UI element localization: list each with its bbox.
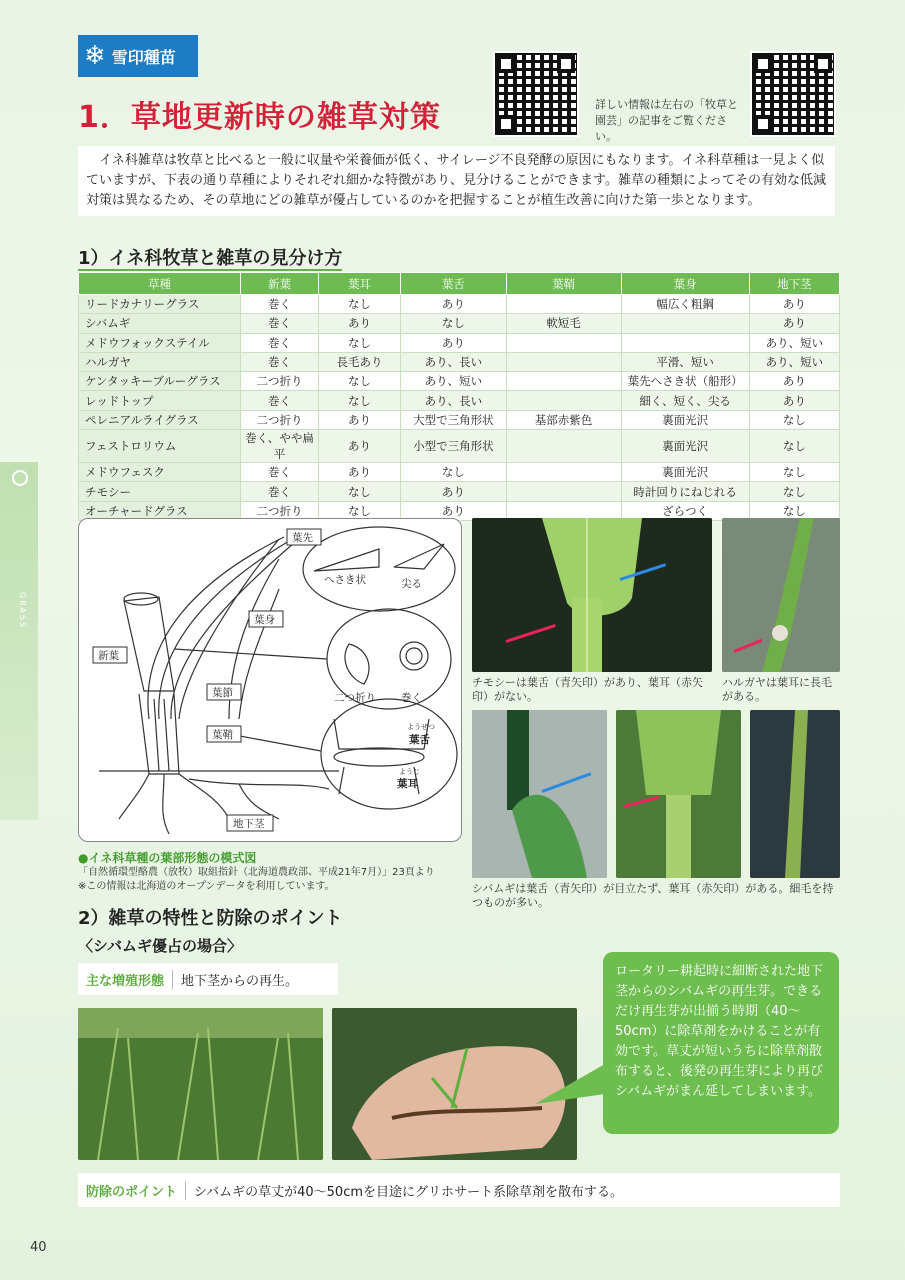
table-cell: なし (401, 463, 507, 482)
table-row (79, 410, 840, 429)
table-header-cell: 葉耳 (318, 273, 400, 295)
diagram-caption-title: ●イネ科草種の葉部形態の模式図 (78, 851, 257, 865)
label-ligule: 葉舌 (409, 734, 430, 746)
table-cell: あり (318, 410, 400, 429)
table-cell: 裏面光沢 (621, 410, 749, 429)
species-name-cell: ペレニアルライグラス (79, 410, 241, 429)
table-cell: なし (318, 333, 400, 352)
species-name-cell: チモシー (79, 482, 241, 501)
side-tab-label: GRASS (18, 592, 27, 630)
species-name-cell: ケンタッキーブルーグラス (79, 372, 241, 391)
page-number: 40 (30, 1240, 47, 1255)
species-name-cell: リードカナリーグラス (79, 295, 241, 314)
table-cell (506, 482, 621, 501)
table-row (79, 352, 840, 371)
control-box (78, 1173, 840, 1207)
species-name-cell: オーチャードグラス (79, 501, 241, 520)
table-cell: 巻く (241, 391, 319, 410)
table-cell: 平滑、短い (621, 352, 749, 371)
table-header-row (79, 273, 840, 295)
table-cell: 大型で三角形状 (401, 410, 507, 429)
table-cell: あり、短い (401, 372, 507, 391)
table-cell: 時計回りにねじれる (621, 482, 749, 501)
table-header-cell: 草種 (79, 273, 241, 295)
table-cell: 長毛あり (318, 352, 400, 371)
table-cell: なし (749, 410, 839, 429)
photo-shibamugi-auricle (616, 710, 741, 878)
table-cell: あり (318, 430, 400, 463)
table-row (79, 295, 840, 314)
table-cell: あり (749, 314, 839, 333)
table-cell: 巻く (241, 333, 319, 352)
table-cell: 二つ折り (241, 501, 319, 520)
table-header-cell: 葉鞘 (506, 273, 621, 295)
table-body (79, 295, 840, 521)
table-cell: 軟短毛 (506, 314, 621, 333)
photo-harugaya (722, 518, 840, 672)
table-cell: なし (318, 295, 400, 314)
table-row (79, 372, 840, 391)
table-cell: あり、長い (401, 391, 507, 410)
table-cell: あり (749, 295, 839, 314)
table-cell (506, 295, 621, 314)
control-value: シバムギの草丈が40～50cmを目途にグリホサート系除草剤を散布する。 (194, 1184, 624, 1200)
table-cell (506, 430, 621, 463)
table-row (79, 463, 840, 482)
table-cell: なし (749, 482, 839, 501)
shibamugi-caption: シバムギは葉舌（青矢印）が目立たず、葉耳（赤矢印）がある。細毛を持つものが多い。 (472, 882, 834, 909)
species-name-cell: レッドトップ (79, 391, 241, 410)
section2-title: 2）雑草の特性と防除のポイント (78, 908, 343, 929)
intro-text: イネ科雑草は牧草と比べると一般に収量や栄養価が低く、サイレージ不良発酵の原因にもなります。イネ科草種は一見よく似ていますが、下表の通り草種によりそれぞれ細かな特徴があり、見分けることができます。雑草の種類によってその有効な低減対策は異なるため、その草地にどの雑草が優占しているのかを把握することが植生改善に向けた第一歩となります。 (78, 146, 835, 216)
table-cell: あり (401, 295, 507, 314)
table-row (79, 430, 840, 463)
page-title: 1．草地更新時の雑草対策 (78, 100, 441, 135)
reproduction-key: 主な増殖形態 (78, 970, 173, 989)
table-cell (506, 463, 621, 482)
section1-title: 1）イネ科牧草と雑草の見分け方 (78, 248, 343, 269)
label-boat: へさき状 (324, 574, 366, 586)
label-pointed: 尖る (401, 578, 422, 590)
reproduction-box (78, 963, 338, 995)
table-header-cell: 葉舌 (401, 273, 507, 295)
table-row (79, 391, 840, 410)
diagram-caption (78, 850, 468, 894)
table-cell: 二つ折り (241, 372, 319, 391)
table-row (79, 482, 840, 501)
photo-shibamugi-hairs (750, 710, 840, 878)
brand-logo (78, 35, 198, 77)
label-auricle-ruby: ようじ (399, 768, 420, 776)
table-cell: 巻く (241, 482, 319, 501)
table-cell: なし (318, 372, 400, 391)
table-cell (506, 333, 621, 352)
snowflake-icon: ❄ (84, 41, 106, 71)
table-cell: 裏面光沢 (621, 463, 749, 482)
qr-code-left[interactable] (493, 51, 579, 137)
brand-name: 雪印種苗 (111, 47, 176, 67)
photo-timothy (472, 518, 712, 672)
timothy-caption: チモシーは葉舌（青矢印）があり、葉耳（赤矢印）がない。 (472, 676, 703, 703)
label-ligule-ruby: ようぜつ (407, 723, 435, 731)
table-cell: なし (318, 482, 400, 501)
table-header-cell: 地下茎 (749, 273, 839, 295)
label-node: 葉節 (212, 687, 233, 699)
label-blade: 葉身 (254, 614, 275, 626)
harugaya-caption: ハルガヤは葉耳に長毛がある。 (722, 676, 832, 703)
explanation-bubble: ロータリー耕起時に細断された地下茎からのシバムギの再生芽。できるだけ再生芽が出揃う時期（40～50cm）に除草剤をかけることが有効です。草丈が短いうちに除草剤散布すると、後発の再生芽により再びシバムギがまん延してしまいます。 (603, 952, 839, 1134)
table-cell: あり、短い (749, 352, 839, 371)
table-cell: あり (318, 463, 400, 482)
table-row (79, 333, 840, 352)
table-cell: ざらつく (621, 501, 749, 520)
table-cell: 細く、短く、尖る (621, 391, 749, 410)
table-cell: なし (318, 501, 400, 520)
label-rhizome: 地下茎 (233, 818, 265, 830)
table-cell: 巻く (241, 463, 319, 482)
table-cell (506, 372, 621, 391)
table-cell: あり (318, 314, 400, 333)
species-name-cell: メドウフェスク (79, 463, 241, 482)
table-cell: 巻く (241, 314, 319, 333)
table-cell: あり、長い (401, 352, 507, 371)
table-cell (506, 352, 621, 371)
diagram-drawing (79, 519, 461, 841)
table-cell: 小型で三角形状 (401, 430, 507, 463)
table-cell: あり (401, 501, 507, 520)
identification-table (78, 272, 840, 521)
table-cell (506, 391, 621, 410)
table-header-cell: 新葉 (241, 273, 319, 295)
photo-shibamugi-ligule (472, 710, 607, 878)
table-cell: 葉先へさき状（船形） (621, 372, 749, 391)
label-auricle: 葉耳 (397, 778, 418, 790)
leaf-morphology-diagram (78, 518, 462, 842)
ring-icon (12, 470, 28, 486)
species-name-cell: シバムギ (79, 314, 241, 333)
table-cell: 二つ折り (241, 410, 319, 429)
label-folded: 二つ折り (334, 692, 376, 704)
control-key: 防除のポイント (78, 1181, 186, 1200)
table-cell (621, 314, 749, 333)
table-cell: なし (401, 314, 507, 333)
table-cell: あり (401, 333, 507, 352)
diagram-caption-note: ※この情報は北海道のオープンデータを利用しています。 (78, 881, 335, 892)
table-cell: 巻く (241, 352, 319, 371)
label-rolled: 巻く (401, 692, 422, 704)
table-cell (621, 333, 749, 352)
photo-field (78, 1008, 323, 1160)
table-cell: 幅広く粗鋼 (621, 295, 749, 314)
bubble-pointer (535, 1060, 607, 1110)
table-cell: なし (749, 430, 839, 463)
table-cell: あり (749, 372, 839, 391)
table-cell: あり (749, 391, 839, 410)
species-name-cell: メドウフォックステイル (79, 333, 241, 352)
label-sheath: 葉鞘 (212, 729, 233, 741)
species-name-cell: フェストロリウム (79, 430, 241, 463)
table-cell: あり、短い (749, 333, 839, 352)
label-tip: 葉先 (292, 532, 313, 544)
side-tab (0, 462, 38, 820)
species-name-cell: ハルガヤ (79, 352, 241, 371)
table-header-cell: 葉身 (621, 273, 749, 295)
table-cell: 基部赤紫色 (506, 410, 621, 429)
table-cell: なし (318, 391, 400, 410)
table-cell: なし (749, 463, 839, 482)
table-row (79, 314, 840, 333)
table-cell: 裏面光沢 (621, 430, 749, 463)
table-cell: あり (401, 482, 507, 501)
table-cell: 巻く (241, 295, 319, 314)
label-new-leaf: 新葉 (98, 650, 119, 662)
reproduction-value: 地下茎からの再生。 (181, 973, 299, 989)
qr-code-right[interactable] (750, 51, 836, 137)
qr-note: 詳しい情報は左右の「牧草と園芸」の記事をご覧ください。 (595, 98, 738, 143)
table-cell: なし (749, 501, 839, 520)
diagram-caption-source: 「自然循環型酪農（放牧）取組指針（北海道農政部、平成21年7月）」23頁より (78, 867, 435, 878)
section2-subtitle: 〈シバムギ優占の場合〉 (78, 937, 242, 955)
table-cell: 巻く、やや扁平 (241, 430, 319, 463)
